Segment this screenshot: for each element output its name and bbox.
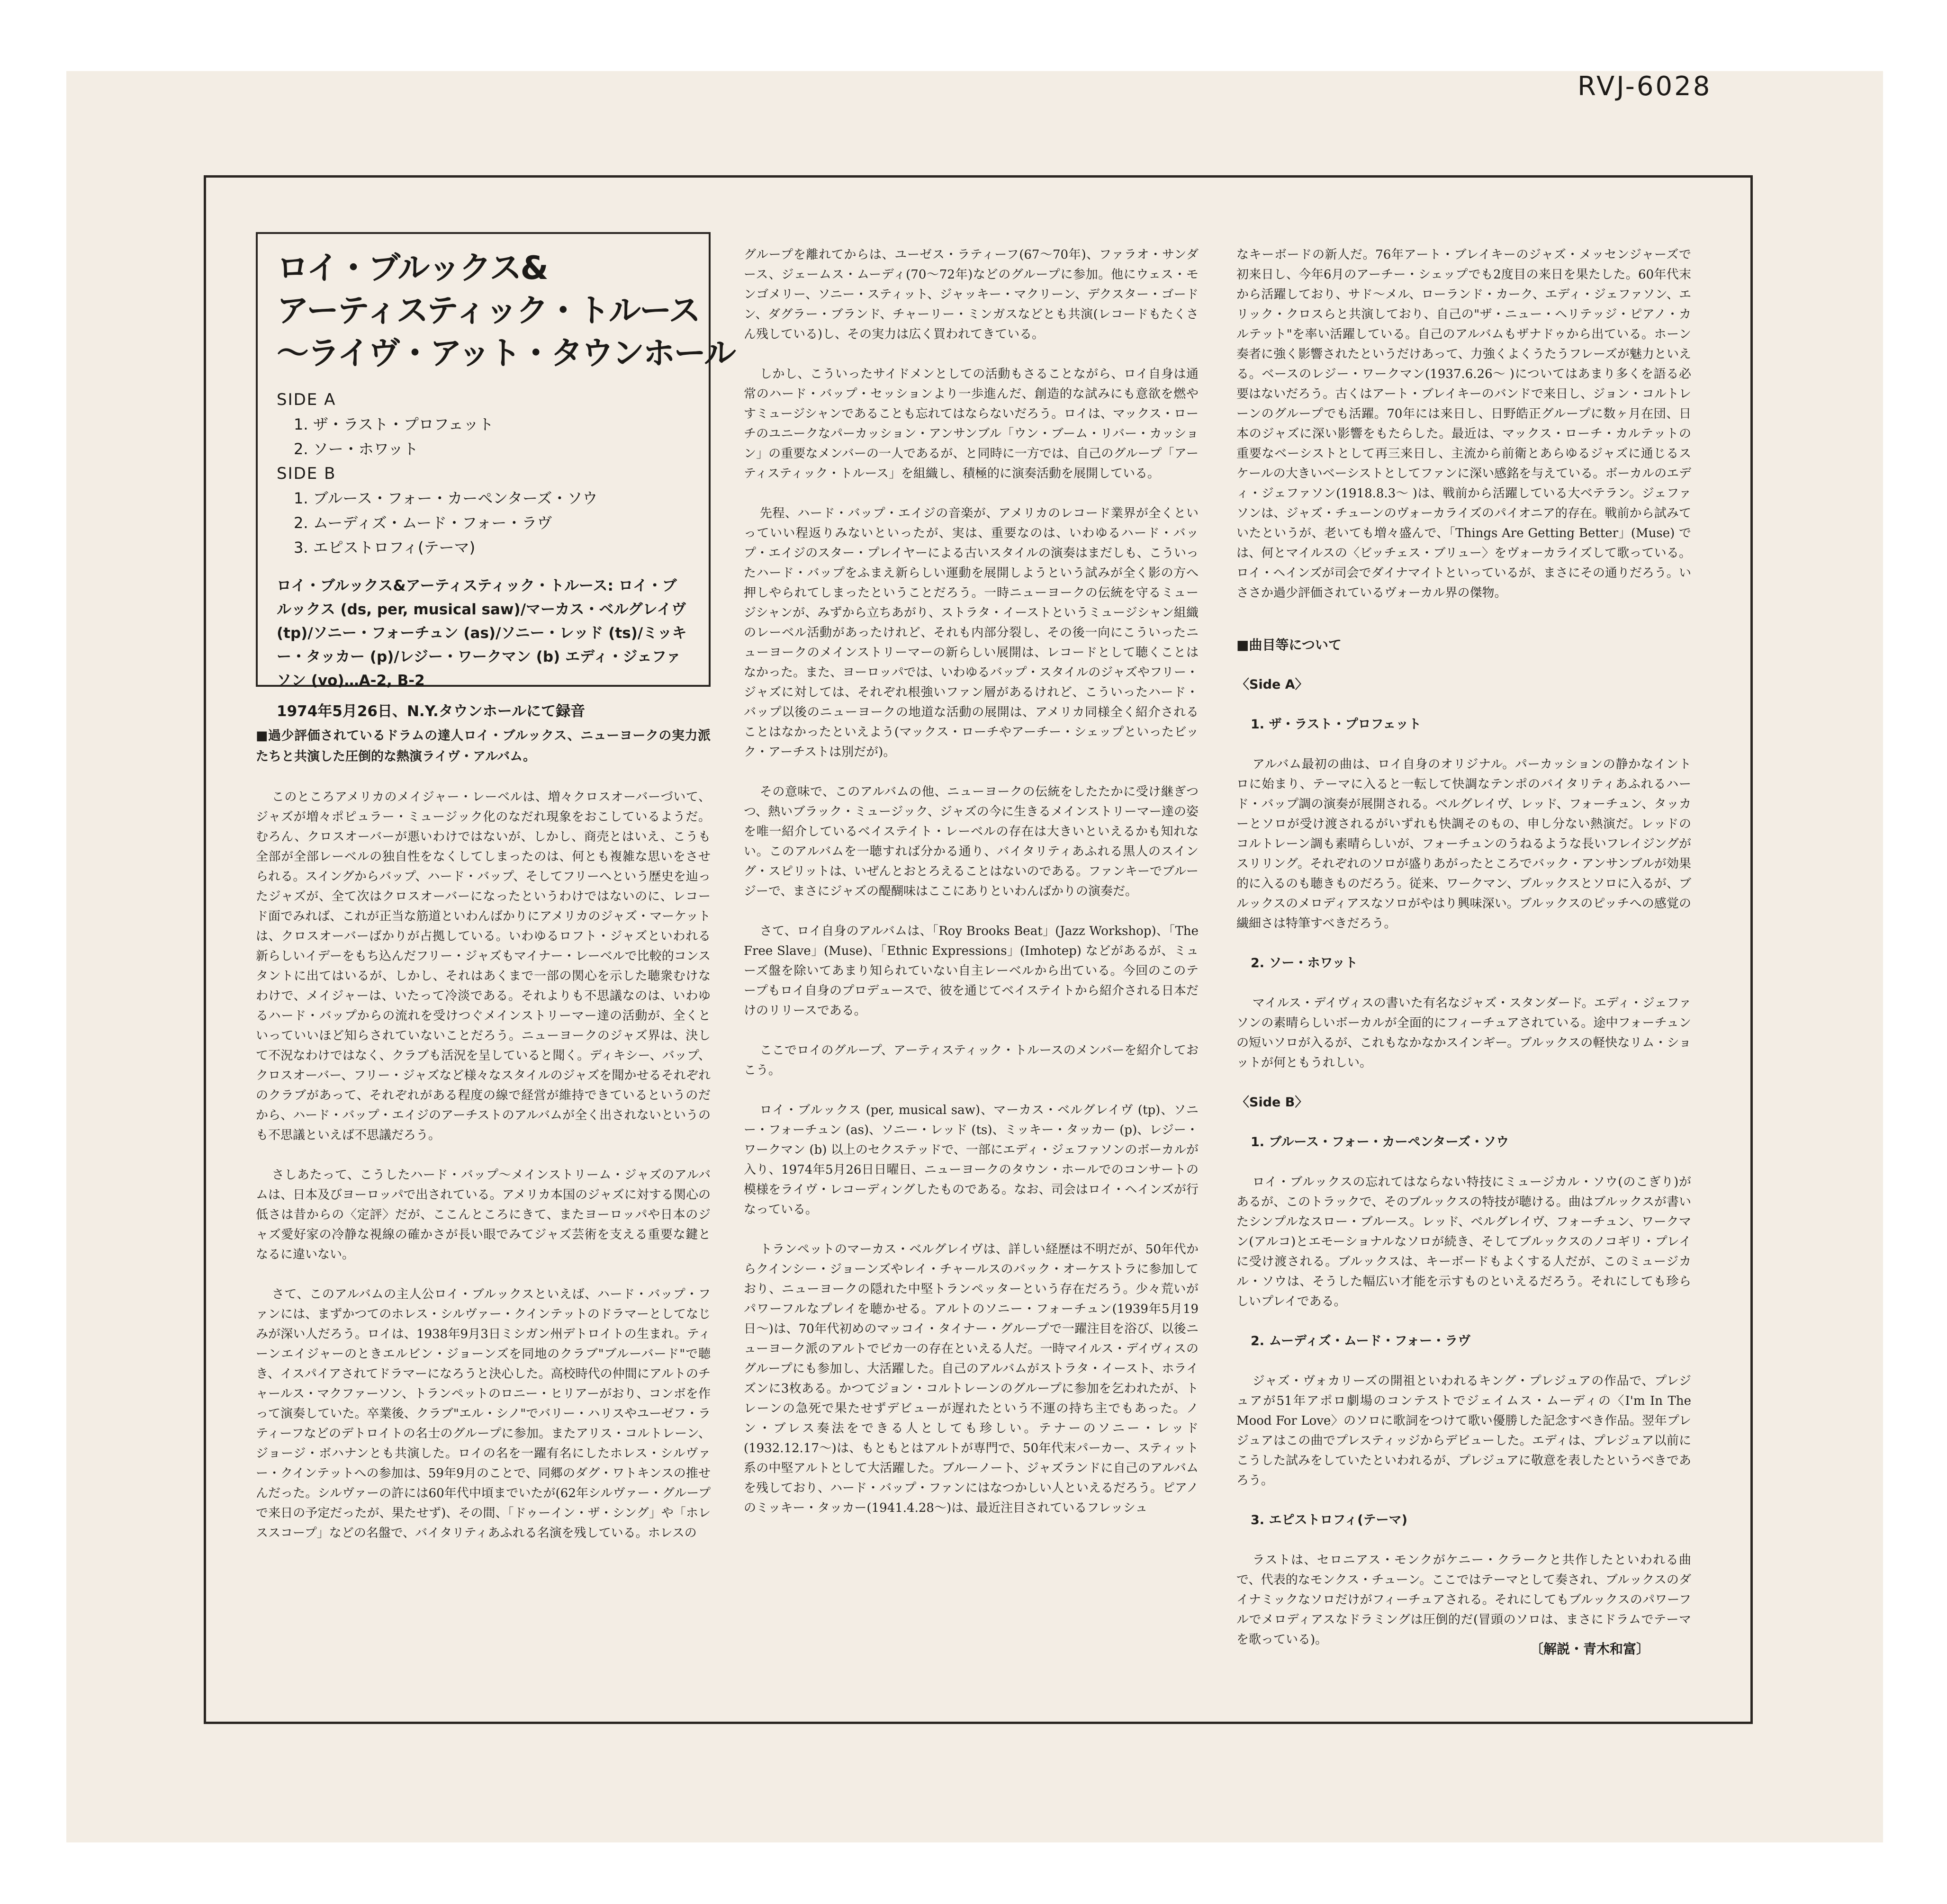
track-heading-b2: 2. ムーディズ・ムード・フォー・ラヴ [1251, 1334, 1471, 1348]
side-b-label: SIDE B [277, 464, 336, 483]
track-note-b1: ロイ・ブルックスの忘れてはならない特技にミュージカル・ソウ(のこぎり)があるが、このトラックで、そのブルックスの特技が聴ける。曲はブルックスが書いたシンプルなスロー・ブルース。レッド、ベルグレイヴ、フォーチュン、ワークマン(アルコ)とエモーショナルなソロが続き、そしてブルックスのノコギリ・プレイに受け渡される。ブルックスは、キーボードもよくする人だが、このミュージカル・ソウは、そうした幅広い才能を示すものといえるだろう。それにしても珍らしいプレイである。 [1236, 1175, 1691, 1309]
track-note-a1: アルバム最初の曲は、ロイ自身のオリジナル。パーカッションの静かなイントロに始まり、テーマに入ると一転して快調なテンポのバイタリティあふれるハード・バップ調の演奏が展開される。ベルグレイヴ、レッド、フォーチュン、タッカーとソロが受け渡されるがいずれも快調そのもの、申し分ない熱演だ。レッドのコルトレーン調も素晴らしいが、フォーチュンのうねるような長いフレイジングがスリリング。それぞれのソロが盛りあがったところでバック・アンサンブルが効果的に入るのも聴きものだろう。従来、ワークマン、ブルックスとソロに入るが、ブルックスのメロディアスなソロがやはり興味深い。ブルックスのピッチへの感覚の繊細さは特筆すべきだろう。 [1236, 757, 1691, 931]
track-a2: 2. ソー・ホワット [294, 440, 419, 458]
body-paragraph: さしあたって、こうしたハード・バップ〜メインストリーム・ジャズのアルバムは、日本及びヨーロッパで出されている。アメリカ本国のジャズに対する関心の低さは昔からの〈定評〉だが、ここんところにきて、またヨーロッパや日本のジャズ愛好家の冷静な視線の確かさが長い眼でみてジャズ芸術を支える重要な鍵となるに違いない。 [256, 1168, 711, 1262]
track-b2: 2. ムーディズ・ムード・フォー・ラヴ [294, 514, 552, 532]
album-title-line-1: ロイ・ブルックス& [277, 250, 547, 287]
album-title-line-3: 〜ライヴ・アット・タウンホール [277, 335, 735, 372]
track-note-b2: ジャズ・ヴォカリーズの開祖といわれるキング・プレジュアの作品で、プレジュアが51年アポロ劇場のコンテストでジェイムス・ムーディの〈I'm In The Mood For Love〉のソロに歌詞をつけて歌い優勝した記念すべき作品。翌年プレジュアはこの曲でプレスティッジからデビューした。エディは、プレジュア以前にこうした試みをしていたといわれるが、プレジュアに敬意を表したというべきであろう。 [1236, 1374, 1691, 1488]
body-paragraph: さて、このアルバムの主人公ロイ・ブルックスといえば、ハード・バップ・ファンには、まずかつてのホレス・シルヴァー・クインテットのドラマーとしてなじみが深い人だろう。ロイは、1938年9月3日ミシガン州デトロイトの生まれ。ティーンエイジャーのときエルビン・ジョーンズを同地のクラブ"ブルーバード"で聴き、イスパイアされてドラマーになろうと決心した。高校時代の仲間にアルトのチャールス・マクファーソン、トランペットのロニー・ヒリアーがおり、コンボを作って演奏していた。卒業後、クラブ"エル・シノ"でバリー・ハリスやユーゼフ・ラティーフなどのデトロイトの名士のグループに参加。またアリス・コルトレーン、ジョージ・ボハナンとも共演した。ロイの名を一躍有名にしたホレス・シルヴァー・クインテットへの参加は、59年9月のことで、同郷のダグ・ワトキンスの推せんだった。シルヴァーの許には60年代中頃までいたが(62年シルヴァー・グループで来日の予定だったが、果たせず)、その間、「ドゥーイン・ザ・シング」や「ホレススコープ」などの名盤で、バイタリティあふれる名演を残している。ホレスの [256, 1287, 711, 1540]
personnel-credits: ロイ・ブルックス&アーティスティック・トルース: ロイ・ブルックス (ds, per, musical saw)/マーカス・ベルグレイヴ (tp)/ソニー・フォーチュン (as)/ソニー・レッド (ts)/ミッキー・タッカー (p)/レジー・ワークマン (b) エディ・ジェファソン (vo)…A-2, B-2 [277, 577, 687, 689]
body-paragraph: トランペットのマーカス・ベルグレイヴは、詳しい経歴は不明だが、50年代からクインシー・ジョーンズやレイ・チャールスのバック・オーケストラに参加しており、ニューヨークの隠れた中堅トランペッターという存在だろう。少々荒いがパワーフルなプレイを聴かせる。アルトのソニー・フォーチュン(1939年5月19日〜)は、70年代初めのマッコイ・タイナー・グループで一躍注目を浴び、以後ニューヨーク派のアルトでピカ一の存在といえる人だ。一時マイルス・デイヴィスのグループにも参加し、大活躍した。自己のアルバムがストラタ・イースト、ホライズンに3枚ある。かつてジョン・コルトレーンのグループに参加を乞われたが、トレーンの急死で果たせずデビューが遅れたという不運の持ち主でもあった。ノン・ブレス奏法をできる人としても珍しい。テナーのソニー・レッド(1932.12.17〜)は、もともとはアルトが専門で、50年代末パーカー、スティット系の中堅アルトとして大活躍した。ブルーノート、ジャズランドに自己のアルバムを残しており、ハード・バップ・ファンにはなつかしい人といえるだろう。ピアノのミッキー・タッカー(1941.4.28〜)は、最近注目されているフレッシュ [744, 1242, 1199, 1515]
title-box [256, 232, 735, 720]
body-paragraph: グループを離れてからは、ユーゼス・ラティーフ(67〜70年)、ファラオ・サンダース、ジェームス・ムーディ(70〜72年)などのグループに参加。他にウェス・モンゴメリー、ソニー・スティット、ジャッキー・マクリーン、デクスター・ゴードン、ダグラー・ブランド、チャーリー・ミンガスなどとも共演(レコードもたくさん残している)し、その実力は広く買われてきている。 [744, 248, 1199, 341]
column-1 [256, 706, 711, 1691]
album-title-line-2: アーティスティック・トルース [277, 292, 700, 330]
lead-paragraph: ■過少評価されているドラムの達人ロイ・ブルックス、ニューヨークの実力派たちと共演した圧倒的な熱演ライヴ・アルバム。 [256, 728, 711, 764]
side-a-heading: 〈Side A〉 [1236, 677, 1308, 692]
track-heading-b1: 1. ブルース・フォー・カーペンターズ・ソウ [1251, 1135, 1509, 1150]
track-note-a2: マイルス・デイヴィスの書いた有名なジャズ・スタンダード。エディ・ジェファソンの素晴らしいボーカルが全面的にフィーチュアされている。途中フォーチュンの短いソロが入るが、これもなかなかスインギー。ブルックスの軽快なリム・ショットが何ともうれしい。 [1236, 996, 1691, 1070]
track-b1: 1. ブルース・フォー・カーペンターズ・ソウ [294, 489, 598, 507]
column-2 [744, 225, 1199, 1693]
track-heading-b3: 3. エピストロフィ(テーマ) [1251, 1513, 1407, 1527]
side-a-label: SIDE A [277, 390, 336, 409]
track-a1: 1. ザ・ラスト・プロフェット [294, 415, 494, 433]
column-3 [1236, 225, 1691, 1693]
body-paragraph: ロイ・ブルックス (per, musical saw)、マーカス・ベルグレイヴ (tp)、ソニー・フォーチュン (as)、ソニー・レッド (ts)、ミッキー・タッカー (p)、レジー・ワークマン (b) 以上のセクステッドで、一部にエディ・ジェファソンのボーカルが入り、1974年5月26日日曜日、ニューヨークのタウン・ホールでのコンサートの模様をライヴ・レコーディングしたものである。なお、司会はロイ・ヘインズが行なっている。 [744, 1103, 1199, 1217]
body-paragraph: さて、ロイ自身のアルバムは、「Roy Brooks Beat」(Jazz Workshop)、「The Free Slave」(Muse)、「Ethnic Expressions」(Imhotep) などがあるが、ミューズ盤を除いてあまり知られていない自主レーベルから出ている。今回のこのテープもロイ自身のプロデュースで、彼を通じてベイステイトから紹介される日本だけのリリースである。 [744, 924, 1199, 1018]
body-paragraph: その意味で、このアルバムの他、ニューヨークの伝統をしたたかに受け継ぎつつ、熱いブラック・ミュージック、ジャズの今に生きるメインストリーマー達の姿を唯一紹介しているベイステイト・レーベルの存在は大きいといえるかも知れない。このアルバムを一聴すれば分かる通り、バイタリティあふれる黒人のスイング・スピリットは、いぜんとおとろえることはないのである。ファンキーでブルージーで、まさにジャズの醍醐味はここにありといわんばかりの演奏だ。 [744, 785, 1199, 898]
tracklist [277, 387, 690, 560]
catalog-number: RVJ-6028 [1577, 71, 1712, 102]
body-paragraph: ここでロイのグループ、アーティスティック・トルースのメンバーを紹介しておこう。 [744, 1043, 1199, 1078]
body-paragraph: 先程、ハード・バップ・エイジの音楽が、アメリカのレコード業界が全くといっていい程返りみないといったが、実は、重要なのは、いわゆるハード・バップ・エイジのスター・プレイヤーによる古いスタイルの演奏はまだしも、こういったハード・バップをふまえ新らしい運動を展開しようという試みが全く影の方へ押しやられてしまったということだろう。一時ニューヨークの伝統を守るミュージシャンが、みずから立ちあがり、ストラタ・イーストというミュージシャン組織のレーベル活動があったけれど、それも内部分裂し、その後一向にこういったニューヨークのメインストリーマーの新らしい展開は、レコードとして聴くことはなかった。また、ヨーロッパでは、いわゆるバップ・スタイルのジャズやフリー・ジャズに対しては、それぞれ根強いファン層があるけれど、こういったハード・バップ以後のニューヨークの地道な活動の展開は、アメリカ同様全く紹介されることはなかったといえよう(マックス・ローチやアーチー・シェップといったビック・アーチストは別だが)。 [744, 506, 1199, 759]
section-heading: ■曲目等について [1236, 637, 1342, 653]
body-paragraph: このところアメリカのメイジャー・レーベルは、増々クロスオーバーづいて、ジャズが増々ポピュラー・ミュージック化のなだれ現象をおこしているようだ。むろん、クロスオーバーが悪いわけではないが、しかし、商売とはいえ、こうも全部が全部レーベルの独自性をなくしてしまったのは、何とも複雑な思いをさせられる。スイングからバップ、ハード・バップ、そしてフリーへという歴史を辿ったジャズが、全て次はクロスオーバーになったというわけではないのに、レコード面でみれば、これが正当な筋道といわんばかりにアメリカのジャズ・マーケットは、クロスオーバーばかりが占拠している。いわゆるロフト・ジャズといわれる新らしいイデーをもち込んだフリー・ジャズもマイナー・レーベルで比較的コンスタントに出てはいるが、しかし、それはあくまで一部の関心を示した聴衆むけなわけで、メイジャーは、いたって冷淡である。それよりも不思議なのは、いわゆるハード・バップからの流れを受けつぐメインストリーマー達の活動が、全くといっていいほど知らされていないことだろう。ニューヨークのジャズ界は、決して不況なわけではなく、クラブも活況を呈していると聞く。ディキシー、バップ、クロスオーバー、フリー・ジャズなど様々なスタイルのジャズを聞かせるそれぞれのクラブがあって、それぞれがある程度の線で経営が維持できているというのだから、ハード・バップ・エイジのアーチストのアルバムが全く出されないというのも不思議といえば不思議だろう。 [256, 790, 711, 1142]
body-paragraph: なキーボードの新人だ。76年アート・ブレイキーのジャズ・メッセンジャーズで初来日し、今年6月のアーチー・シェップでも2度目の来日を果たした。60年代末から活躍しており、サド〜メル、ローランド・カーク、エディ・ジェファソン、エリック・クロスらと共演しており、自己の"ザ・ニュー・ヘリテッジ・ピアノ・カルテット"を率い活躍している。自己のアルバムもザナドゥから出ている。ホーン奏者に強く影響されたというだけあって、力強くよくうたうフレーズが魅力といえる。ベースのレジー・ワークマン(1937.6.26〜 )についてはあまり多くを語る必要はないだろう。古くはアート・ブレイキーのバンドで来日し、ジョン・コルトレーンのグループでも活躍。70年には来日し、日野皓正グループに数ヶ月在団、日本のジャズに深い影響をもたらした。最近は、マックス・ローチ・カルテットの重要なベーシストとして再三来日し、主流から前衛とあらゆるジャズに通じるスケールの大きいベーシストとしてファンに深い感銘を与えている。ボーカルのエディ・ジェファソン(1918.8.3〜 )は、戦前から活躍している大ベテラン。ジェファソンは、ジャズ・チューンのヴォーカライズのパイオニア的存在。戦前から試みていたというが、老いても増々盛んで、「Things Are Getting Better」(Muse) では、何とマイルスの〈ビッチェス・ブリュー〉をヴォーカライズして歌っている。ロイ・ヘインズが司会でダイナマイトといっているが、まさにその通りだろう。いささか過少評価されているヴォーカル界の傑物。 [1236, 248, 1691, 600]
track-heading-a1: 1. ザ・ラスト・プロフェット [1251, 717, 1422, 732]
track-b3: 3. エピストロフィ(テーマ) [294, 539, 476, 557]
body-paragraph: しかし、こういったサイドメンとしての活動もさることながら、ロイ自身は通常のハード・バップ・セッションより一歩進んだ、創造的な試みにも意欲を燃やすミュージシャンであることも忘れてはならないだろう。ロイは、マックス・ローチのユニークなパーカッション・アンサンブル「ウン・ブーム・リバー・カッション」の重要なメンバーの一人であるが、と同時に一方では、自己のグループ「アーティスティック・トルース」を組織し、積極的に演奏活動を展開している。 [744, 367, 1199, 481]
track-note-b3: ラストは、セロニアス・モンクがケニー・クラークと共作したといわれる曲で、代表的なモンクス・チューン。ここではテーマとして奏され、ブルックスのダイナミックなソロだけがフィーチュアされる。それにしてもブルックスのパワーフルでメロディアスなドラミングは圧倒的だ(冒頭のソロは、まさにドラムでテーマを歌っている)。 [1236, 1553, 1691, 1647]
track-heading-a2: 2. ソー・ホワット [1251, 956, 1358, 970]
author-credit: 〔解説・青木和富〕 [1530, 1641, 1650, 1657]
recording-info: 1974年5月26日、N.Y.タウンホールにて録音 [277, 703, 586, 720]
side-b-heading: 〈Side B〉 [1236, 1095, 1308, 1110]
